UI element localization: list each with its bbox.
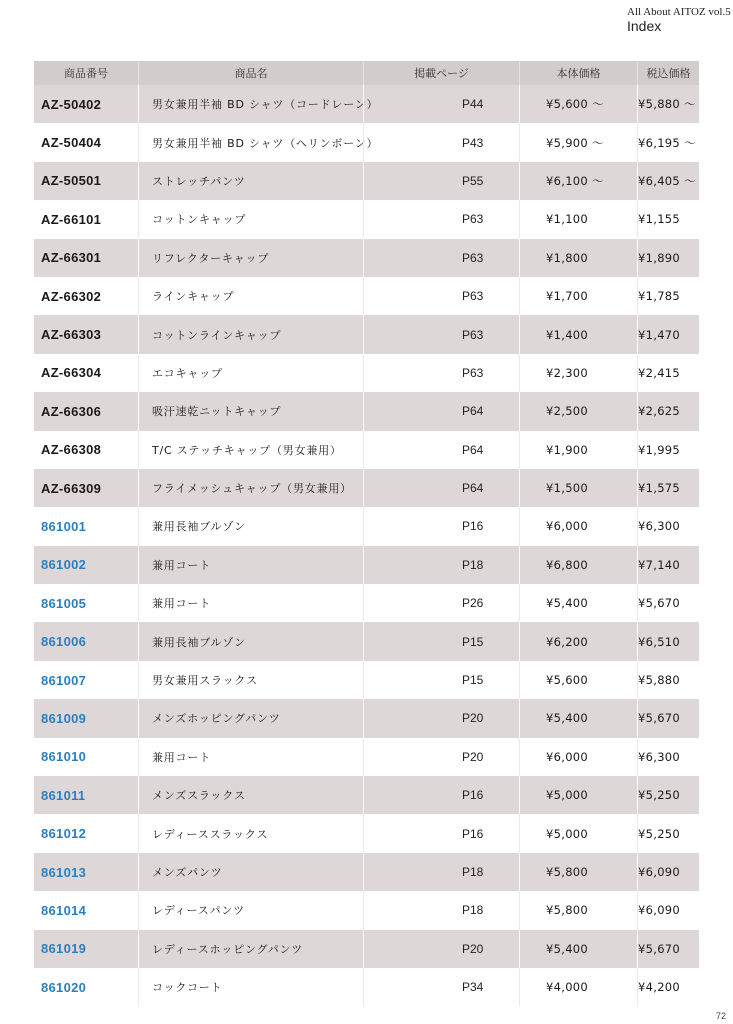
catalog-page: P20 bbox=[462, 749, 484, 764]
product-name: 兼用コート bbox=[152, 750, 211, 764]
base-price: ¥1,400 bbox=[546, 327, 589, 342]
base-price: ¥5,400 bbox=[546, 596, 589, 611]
catalog-page: P18 bbox=[462, 557, 484, 572]
table-row bbox=[34, 507, 699, 545]
base-price: ¥1,900 bbox=[546, 442, 589, 457]
base-price: ¥5,600 ～ bbox=[546, 97, 604, 112]
product-code: AZ-66303 bbox=[41, 327, 102, 343]
tax-included-price: ¥6,090 bbox=[638, 903, 681, 918]
base-price: ¥5,900 ～ bbox=[546, 135, 604, 150]
product-code: 861001 bbox=[41, 518, 87, 534]
product-code: 861013 bbox=[41, 864, 87, 880]
product-name: コットンラインキャップ bbox=[152, 328, 282, 342]
product-code: 861019 bbox=[41, 941, 87, 957]
tax-included-price: ¥5,880 ～ bbox=[638, 97, 696, 112]
table-row bbox=[34, 200, 699, 238]
table-row bbox=[34, 968, 699, 1006]
tax-included-price: ¥6,090 bbox=[638, 865, 681, 879]
table-row bbox=[34, 814, 699, 852]
table-row bbox=[34, 315, 699, 353]
table-body bbox=[34, 85, 699, 1006]
tax-included-price: ¥6,510 bbox=[638, 634, 681, 649]
index-table bbox=[34, 61, 699, 1006]
product-name: 男女兼用半袖 BD シャツ（コードレーン） bbox=[152, 98, 379, 112]
product-name: レディースホッピングパンツ bbox=[152, 942, 304, 956]
product-name: メンズスラックス bbox=[152, 789, 246, 803]
base-price: ¥1,100 bbox=[546, 212, 589, 227]
product-name: 兼用コート bbox=[152, 558, 211, 572]
catalog-page: P16 bbox=[462, 788, 484, 803]
table-row bbox=[34, 776, 699, 814]
tax-included-price: ¥5,670 bbox=[638, 941, 681, 956]
table-row bbox=[34, 239, 699, 277]
base-price: ¥1,800 bbox=[546, 250, 589, 265]
table-row bbox=[34, 546, 699, 584]
table-row bbox=[34, 431, 699, 469]
column-header-name: 商品名 bbox=[138, 61, 363, 85]
table-row bbox=[34, 584, 699, 622]
product-name: 男女兼用スラックス bbox=[152, 674, 258, 688]
tax-included-price: ¥5,670 bbox=[638, 711, 681, 726]
tax-included-price: ¥5,250 bbox=[638, 788, 681, 803]
catalog-page: P43 bbox=[462, 135, 484, 150]
product-name: メンズホッピングパンツ bbox=[152, 712, 281, 726]
table-row bbox=[34, 85, 699, 123]
base-price: ¥5,800 bbox=[546, 903, 589, 918]
product-code: 861020 bbox=[41, 979, 87, 995]
base-price: ¥5,000 bbox=[546, 826, 589, 841]
table-row bbox=[34, 738, 699, 776]
tax-included-price: ¥2,625 bbox=[638, 404, 681, 419]
product-code: 861012 bbox=[41, 826, 87, 842]
base-price: ¥6,200 bbox=[546, 634, 589, 649]
catalog-page: P20 bbox=[462, 941, 484, 956]
base-price: ¥5,800 bbox=[546, 865, 589, 879]
section-title: Index bbox=[627, 18, 662, 34]
tax-included-price: ¥1,995 bbox=[638, 442, 681, 457]
product-code: 861011 bbox=[41, 787, 86, 803]
table-row bbox=[34, 930, 699, 968]
tax-included-price: ¥1,155 bbox=[638, 212, 681, 227]
tax-included-price: ¥5,670 bbox=[638, 596, 681, 611]
catalog-page: P63 bbox=[462, 250, 484, 265]
tax-included-price: ¥6,300 bbox=[638, 749, 681, 764]
base-price: ¥5,600 bbox=[546, 673, 589, 688]
base-price: ¥2,500 bbox=[546, 404, 589, 419]
catalog-page: P15 bbox=[462, 634, 484, 649]
product-code: 861002 bbox=[41, 557, 87, 573]
tax-included-price: ¥4,200 bbox=[638, 980, 681, 995]
column-header-tax-price: 税込価格 bbox=[637, 61, 699, 85]
product-name: エコキャップ bbox=[152, 366, 223, 380]
product-name: 兼用コート bbox=[152, 597, 211, 611]
table-row bbox=[34, 162, 699, 200]
tax-included-price: ¥6,195 ～ bbox=[638, 135, 696, 150]
product-code: AZ-66308 bbox=[41, 442, 102, 458]
product-code: 861009 bbox=[41, 710, 87, 726]
catalog-page: P64 bbox=[462, 404, 484, 419]
product-code: 861007 bbox=[41, 672, 87, 688]
product-code: AZ-50402 bbox=[41, 96, 102, 112]
product-code: AZ-66302 bbox=[41, 288, 102, 304]
column-header-base-price: 本体価格 bbox=[519, 61, 637, 85]
product-code: AZ-66101 bbox=[41, 211, 102, 227]
catalog-page: P26 bbox=[462, 596, 484, 611]
product-code: 861006 bbox=[41, 634, 87, 650]
base-price: ¥6,800 bbox=[546, 557, 589, 572]
tax-included-price: ¥1,575 bbox=[638, 481, 681, 496]
table-row bbox=[34, 277, 699, 315]
tax-included-price: ¥1,785 bbox=[638, 289, 681, 304]
product-name: レディーススラックス bbox=[152, 827, 269, 841]
catalog-page: P34 bbox=[462, 980, 484, 995]
tax-included-price: ¥6,300 bbox=[638, 519, 681, 534]
tax-included-price: ¥6,405 ～ bbox=[638, 173, 696, 188]
tax-included-price: ¥2,415 bbox=[638, 365, 681, 380]
product-name: 兼用長袖ブルゾン bbox=[152, 635, 246, 649]
base-price: ¥1,700 bbox=[546, 289, 589, 304]
product-code: AZ-66304 bbox=[41, 365, 102, 381]
product-name: 吸汗速乾ニットキャップ bbox=[152, 405, 282, 419]
column-header-page: 掲載ページ bbox=[363, 61, 519, 85]
product-code: AZ-50501 bbox=[41, 173, 102, 189]
base-price: ¥5,000 bbox=[546, 788, 589, 803]
product-name: T/C ステッチキャップ（男女兼用） bbox=[152, 443, 342, 457]
product-code: AZ-50404 bbox=[41, 135, 102, 151]
page-number: 72 bbox=[716, 1011, 727, 1021]
base-price: ¥6,000 bbox=[546, 519, 589, 534]
catalog-page: P63 bbox=[462, 365, 484, 380]
catalog-page: P18 bbox=[462, 903, 484, 918]
catalog-page: P55 bbox=[462, 173, 484, 188]
catalog-page: P16 bbox=[462, 826, 484, 841]
catalog-page: P44 bbox=[462, 97, 484, 112]
table-row bbox=[34, 891, 699, 929]
catalog-page: P18 bbox=[462, 865, 484, 879]
table-row bbox=[34, 622, 699, 660]
product-code: 861014 bbox=[41, 902, 87, 918]
catalog-page: P16 bbox=[462, 519, 484, 534]
product-name: ストレッチパンツ bbox=[152, 174, 246, 188]
product-name: リフレクターキャップ bbox=[152, 251, 270, 265]
product-name: コットンキャップ bbox=[152, 213, 247, 227]
product-code: AZ-66309 bbox=[41, 480, 102, 496]
tax-included-price: ¥5,250 bbox=[638, 826, 681, 841]
product-code: 861005 bbox=[41, 595, 87, 611]
product-code: AZ-66301 bbox=[41, 250, 102, 266]
base-price: ¥2,300 bbox=[546, 365, 589, 380]
catalog-page: P63 bbox=[462, 327, 484, 342]
brand-title: All About AITOZ vol.5 bbox=[627, 6, 731, 18]
product-name: ラインキャップ bbox=[152, 290, 235, 304]
table-row bbox=[34, 853, 699, 891]
catalog-page: P64 bbox=[462, 481, 484, 496]
column-header-code: 商品番号 bbox=[64, 67, 108, 80]
product-code: 861010 bbox=[41, 749, 87, 765]
base-price: ¥6,000 bbox=[546, 749, 589, 764]
base-price: ¥4,000 bbox=[546, 980, 589, 995]
table-row bbox=[34, 392, 699, 430]
catalog-page: P63 bbox=[462, 212, 484, 227]
catalog-page: P63 bbox=[462, 289, 484, 304]
tax-included-price: ¥1,890 bbox=[638, 250, 681, 265]
base-price: ¥5,400 bbox=[546, 941, 589, 956]
base-price: ¥5,400 bbox=[546, 711, 589, 726]
catalog-page: P64 bbox=[462, 442, 484, 457]
table-header bbox=[34, 61, 699, 85]
catalog-page: P20 bbox=[462, 711, 484, 726]
table-row bbox=[34, 123, 699, 161]
tax-included-price: ¥7,140 bbox=[638, 557, 681, 572]
tax-included-price: ¥1,470 bbox=[638, 327, 681, 342]
product-name: コックコート bbox=[152, 981, 223, 995]
table-row bbox=[34, 661, 699, 699]
product-name: フライメッシュキャップ（男女兼用） bbox=[152, 482, 352, 496]
tax-included-price: ¥5,880 bbox=[638, 673, 681, 688]
catalog-page: P15 bbox=[462, 673, 484, 688]
product-code: AZ-66306 bbox=[41, 403, 102, 419]
product-name: レディースパンツ bbox=[152, 904, 245, 918]
base-price: ¥6,100 ～ bbox=[546, 173, 604, 188]
product-name: 男女兼用半袖 BD シャツ（ヘリンボーン） bbox=[152, 136, 379, 150]
base-price: ¥1,500 bbox=[546, 481, 589, 496]
table-row bbox=[34, 699, 699, 737]
product-name: 兼用長袖ブルゾン bbox=[152, 520, 246, 534]
product-name: メンズパンツ bbox=[152, 866, 223, 879]
table-row bbox=[34, 469, 699, 507]
table-row bbox=[34, 354, 699, 392]
